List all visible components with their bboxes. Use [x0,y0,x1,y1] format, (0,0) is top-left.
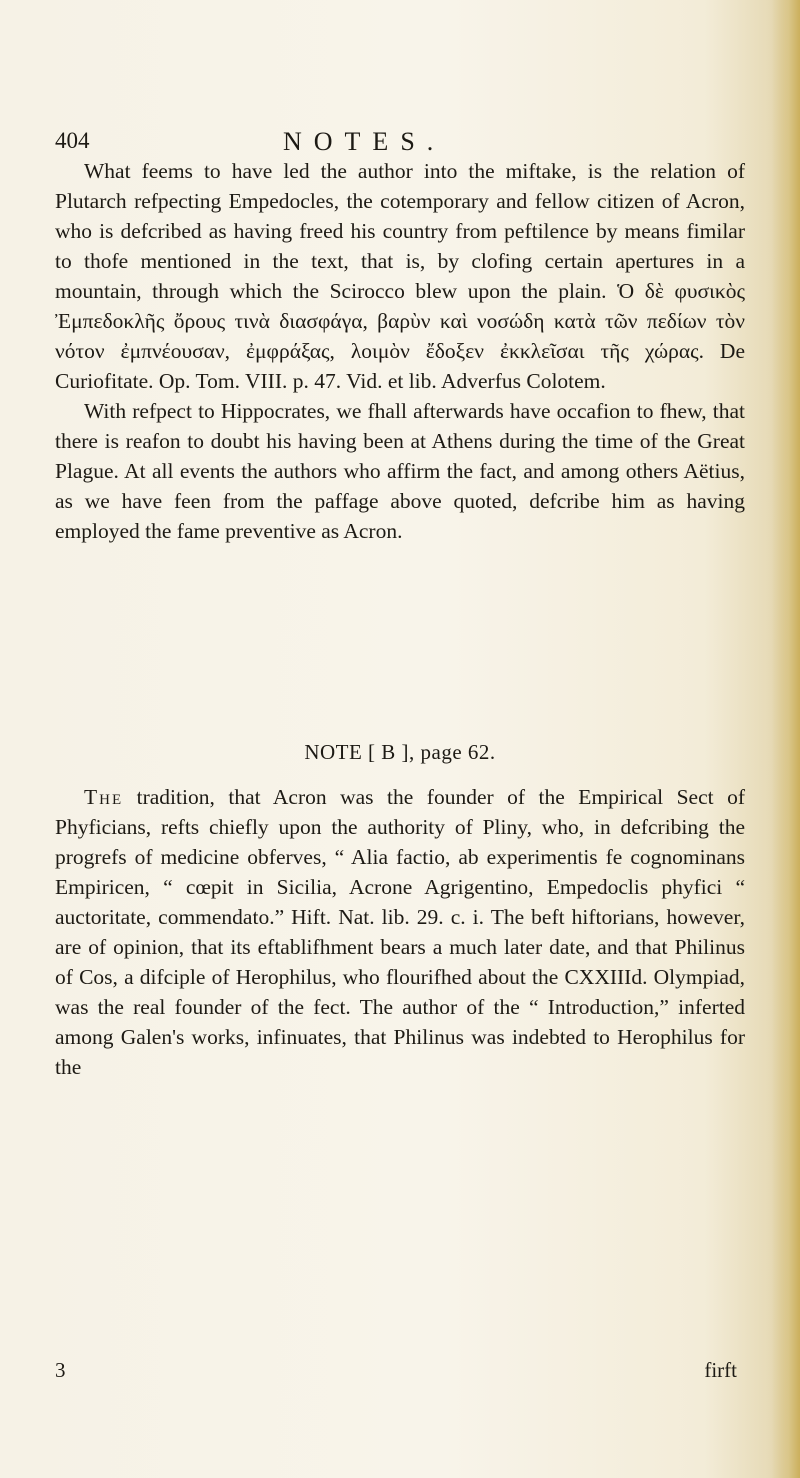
lead-word: The [84,785,124,809]
page-footer [55,1358,745,1388]
page-edge-shading [772,0,800,1478]
paragraph-miftake: What feems to have led the author into the miftake, is the relation of Plutarch refpecting Empedocles, the cotemporary and fellow citizen of Acron, who is defcribed as having freed his country from peftilence by means fimilar to thofe mentioned in the text, that is, by clofing certain apertures in a mountain, through which the Scirocco blew upon the plain. Ὁ δὲ φυσικὸς Ἐμπεδοκλῆς ὄρους τινὰ διασφάγα, βαρὺν καὶ νοσώδη κατὰ τῶν πεδίων τὸν νότον ἐμπνέουσαν, ἐμφράξας, λοιμὸν ἔδοξεν ἐκκλεῖσαι τῆς χώρας. De Curiofitate. Op. Tom. VIII. p. 47. Vid. et lib. Adverfus Colotem. [55,159,745,393]
note-heading: NOTE [ B ], page 62. [304,740,496,764]
note-text-block [55,782,745,1082]
paragraph-hippocrates: With refpect to Hippocrates, we fhall afterwards have occafion to fhew, that there is reafon to doubt his having been at Athens during the time of the Great Plague. At all events the authors who affirm the fact, and among others Aëtius, as we have feen from the paffage above quoted, defcribe him as having employed the fame preventive as Acron. [55,399,745,543]
paragraph-tradition-body: tradition, that Acron was the founder of the Empirical Sect of Phyficians, refts chiefly upon the authority of Pliny, who, in defcribing the progrefs of medicine obferves, “ Alia factio, ab experimentis fe cognominans Empiricen, “ cœpit in Sicilia, Acrone Agrigentino, Empedoclis phyfici “ auctoritate, commendato.” Hift. Nat. lib. 29. c. i. The beft hiftorians, however, are of opinion, that its eftablifhment bears a much later date, and that Philinus of Cos, a difciple of Herophilus, who flourifhed about the CXXIIId. Olympiad, was the real founder of the fect. The author of the “ Introduction,” inferted among Galen's works, infinuates, that Philinus was indebted to Herophilus for the [55,785,745,1079]
catchword: firft [704,1358,737,1382]
page-number: 404 [55,128,90,153]
paragraph-tradition [55,782,745,1082]
signature-mark: 3 [55,1358,66,1382]
main-text-block [55,156,745,546]
running-title: NOTES. [283,127,446,156]
